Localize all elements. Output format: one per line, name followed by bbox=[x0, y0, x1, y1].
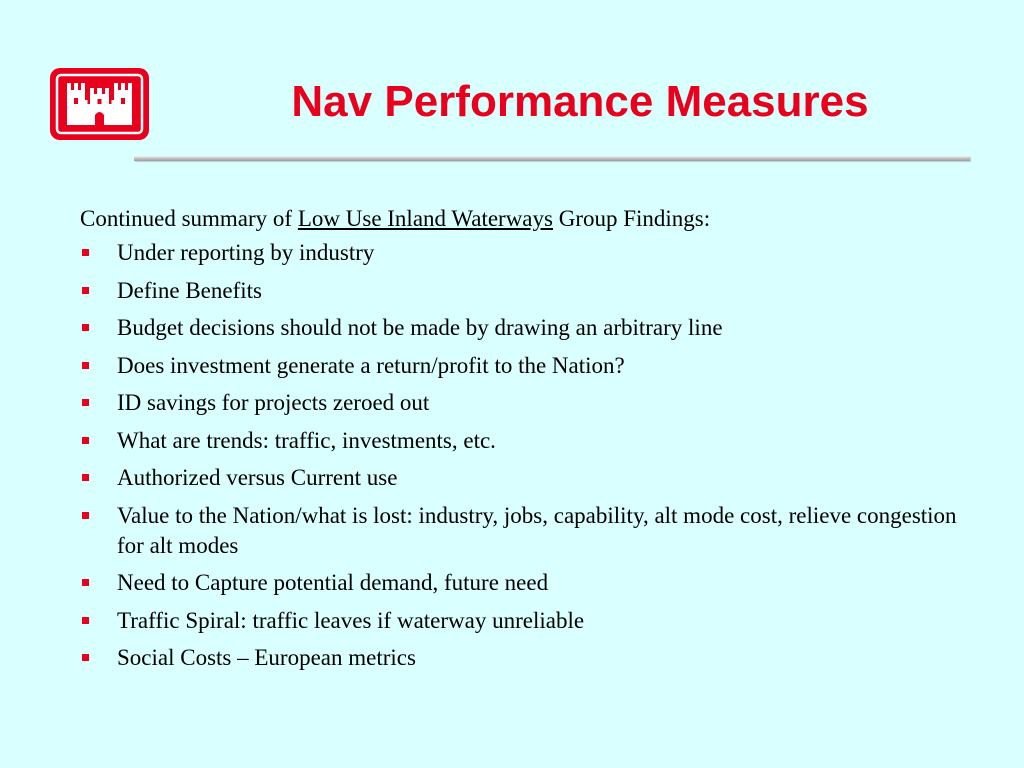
bullet-square-icon bbox=[82, 474, 89, 481]
list-item-text: Budget decisions should not be made by drawing an arbitrary line bbox=[117, 315, 723, 340]
slide-body bbox=[80, 204, 980, 681]
title-divider bbox=[134, 156, 970, 161]
list-item-text: Does investment generate a return/profit to the Nation? bbox=[117, 352, 625, 378]
list-item bbox=[80, 426, 980, 456]
low-use-waterways-link[interactable]: Low Use Inland Waterways bbox=[297, 206, 553, 231]
bullet-square-icon bbox=[82, 249, 89, 256]
bullet-square-icon bbox=[82, 324, 89, 331]
bullet-square-icon bbox=[82, 287, 89, 294]
bullet-square-icon bbox=[82, 399, 89, 406]
intro-line bbox=[80, 204, 980, 234]
list-item bbox=[80, 568, 980, 598]
list-item bbox=[80, 463, 980, 493]
bullet-square-icon bbox=[82, 437, 89, 444]
list-item-text: Under reporting by industry bbox=[117, 240, 375, 265]
bullet-square-icon bbox=[82, 617, 89, 624]
list-item-text: Need to Capture potential demand, future need bbox=[117, 570, 549, 595]
castle-icon bbox=[50, 68, 149, 140]
list-item bbox=[80, 276, 980, 306]
findings-list bbox=[80, 238, 980, 673]
castle-logo bbox=[50, 68, 149, 140]
bullet-square-icon bbox=[82, 512, 89, 519]
intro-text-before: Continued summary of bbox=[80, 206, 298, 231]
list-item-text: What are trends: traffic, investments, etc. bbox=[117, 427, 496, 453]
bullet-square-icon bbox=[82, 579, 89, 586]
bullet-square-icon bbox=[82, 362, 89, 369]
list-item-text: Define Benefits bbox=[117, 277, 262, 303]
list-item bbox=[80, 313, 980, 343]
list-item bbox=[80, 351, 980, 381]
list-item bbox=[80, 606, 980, 636]
bullet-square-icon bbox=[82, 654, 89, 661]
list-item-text: Value to the Nation/what is lost: industry, jobs, capability, alt mode cost, relieve congestion for alt modes bbox=[117, 502, 957, 558]
list-item-text: Traffic Spiral: traffic leaves if waterway unreliable bbox=[117, 607, 585, 633]
list-item-text: ID savings for projects zeroed out bbox=[117, 390, 430, 415]
list-item bbox=[80, 643, 980, 673]
list-item bbox=[80, 388, 980, 418]
list-item bbox=[80, 238, 980, 268]
list-item-text: Authorized versus Current use bbox=[117, 465, 398, 490]
intro-text-after: Group Findings: bbox=[552, 206, 711, 231]
list-item-text: Social Costs – European metrics bbox=[117, 645, 416, 670]
slide-title: Nav Performance Measures bbox=[291, 77, 869, 126]
list-item bbox=[80, 501, 980, 561]
